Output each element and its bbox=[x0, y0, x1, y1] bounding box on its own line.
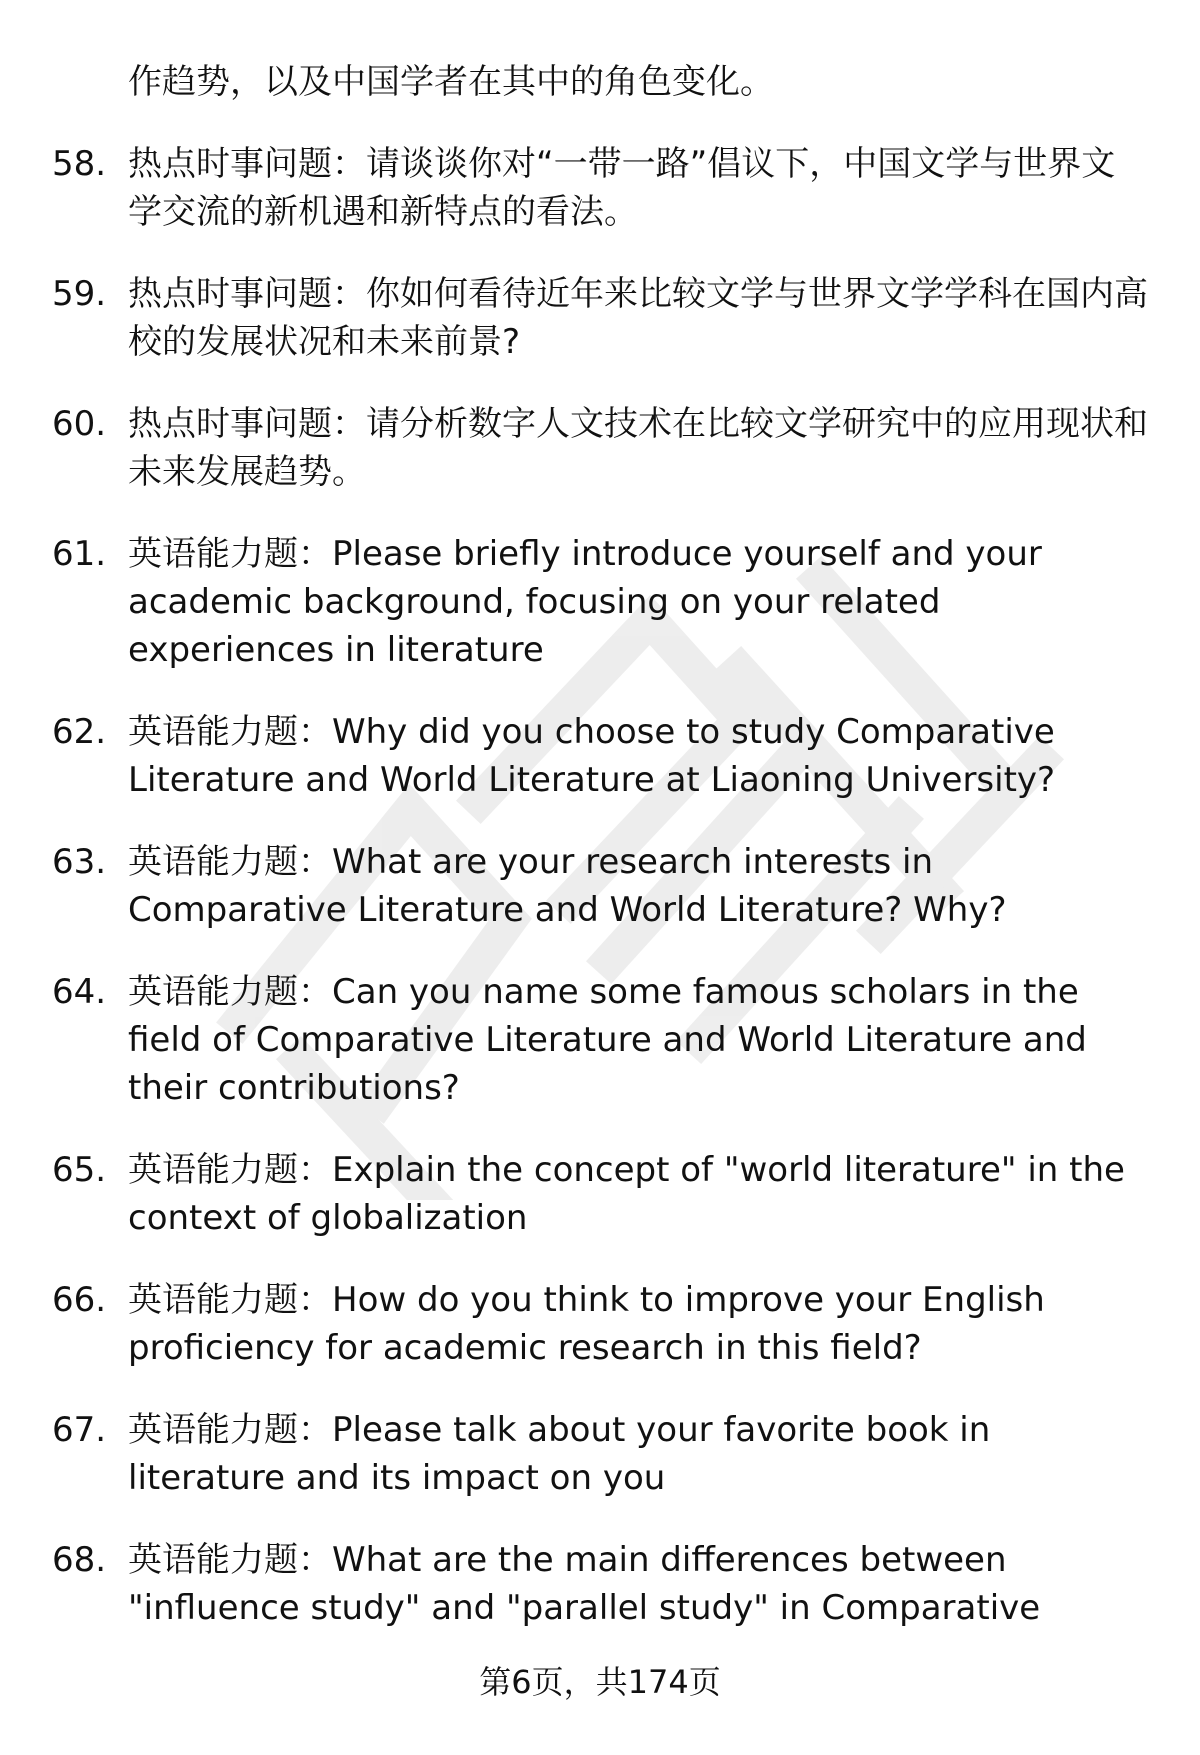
question-number: 63. bbox=[52, 842, 107, 882]
list-item bbox=[0, 140, 1200, 236]
question-number: 59. bbox=[52, 274, 107, 314]
question-text: 英语能力题：Can you name some famous scholars in the field of Comparative Literature and World Literature and their contributions? bbox=[128, 972, 1087, 1108]
question-text: 英语能力题：Explain the concept of "world literature" in the context of globalization bbox=[128, 1150, 1125, 1238]
list-item bbox=[0, 1276, 1200, 1372]
question-number: 62. bbox=[52, 712, 107, 752]
list-item bbox=[0, 1406, 1200, 1502]
question-list bbox=[0, 140, 1200, 1666]
list-item bbox=[0, 270, 1200, 366]
question-text: 英语能力题：What are the main differences between "influence study" and "parallel study" in Comparative bbox=[128, 1540, 1041, 1628]
list-item bbox=[0, 838, 1200, 934]
question-text: 英语能力题：Why did you choose to study Comparative Literature and World Literature at Liaoning University? bbox=[128, 712, 1056, 800]
list-item bbox=[0, 968, 1200, 1112]
question-text: 英语能力题：How do you think to improve your English proficiency for academic research in this field? bbox=[128, 1280, 1045, 1368]
page-footer: 第6页，共174页 bbox=[479, 1663, 721, 1701]
question-number: 65. bbox=[52, 1150, 107, 1190]
question-text: 英语能力题：Please talk about your favorite book in literature and its impact on you bbox=[128, 1410, 991, 1498]
question-number: 67. bbox=[52, 1410, 107, 1450]
question-number: 58. bbox=[52, 144, 107, 184]
list-item bbox=[0, 708, 1200, 804]
question-number: 60. bbox=[52, 404, 107, 444]
question-number: 68. bbox=[52, 1540, 107, 1580]
question-number: 66. bbox=[52, 1280, 107, 1320]
list-item bbox=[0, 1536, 1200, 1632]
continuation-line: 作趋势，以及中国学者在其中的角色变化。 bbox=[128, 62, 774, 102]
list-item bbox=[0, 530, 1200, 674]
question-text: 热点时事问题：请谈谈你对“一带一路”倡议下，中国文学与世界文学交流的新机遇和新特点的看法。 bbox=[128, 144, 1116, 232]
question-text: 英语能力题：Please briefly introduce yourself and your academic background, focusing on your related experiences in literature bbox=[128, 534, 1042, 670]
question-number: 61. bbox=[52, 534, 107, 574]
question-text: 英语能力题：What are your research interests in Comparative Literature and World Literature? Why? bbox=[128, 842, 1007, 930]
question-text: 热点时事问题：请分析数字人文技术在比较文学研究中的应用现状和未来发展趋势。 bbox=[128, 404, 1148, 492]
list-item bbox=[0, 1146, 1200, 1242]
question-text: 热点时事问题：你如何看待近年来比较文学与世界文学学科在国内高校的发展状况和未来前景? bbox=[128, 274, 1148, 362]
list-item bbox=[0, 400, 1200, 496]
question-number: 64. bbox=[52, 972, 107, 1012]
